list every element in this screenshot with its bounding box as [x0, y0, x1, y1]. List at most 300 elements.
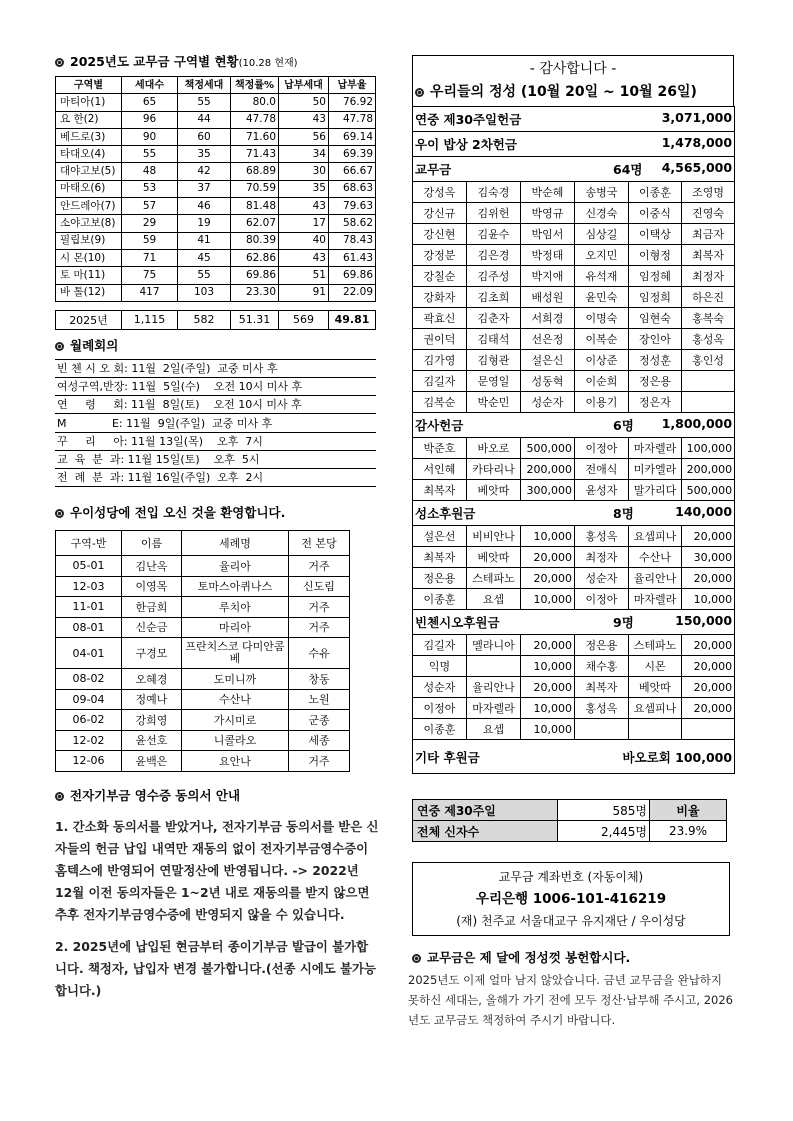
table-cell: 베드로(3): [56, 128, 122, 145]
welcome-heading: [55, 503, 379, 523]
table-cell: 103: [178, 284, 231, 301]
table-cell: 마태오(6): [56, 180, 122, 197]
meeting-row: [55, 414, 376, 432]
dues-donor-row-cell: 송병국: [575, 182, 629, 203]
table-cell: 45: [178, 249, 231, 266]
dues-donor-row-cell: 김숙경: [467, 182, 521, 203]
table-cell: 51: [279, 267, 329, 284]
table-cell: 35: [279, 180, 329, 197]
table-cell: 오혜경: [122, 669, 182, 690]
vincent-donor-row: [413, 635, 735, 656]
attendance-row: [413, 821, 727, 842]
dues-donor-row: [413, 266, 735, 287]
vocation-donor-row-cell: 최정자: [575, 547, 629, 568]
dues-donor-row-cell: 박임서: [521, 224, 575, 245]
dues-donor-row-cell: 강화자: [413, 287, 467, 308]
dues-donor-row-cell: 강신규: [413, 203, 467, 224]
vocation-donor-row-cell: 20,000: [521, 547, 575, 568]
dues-donor-row-cell: 김초희: [467, 287, 521, 308]
attendance-label: 전체 신자수: [413, 821, 558, 842]
vincent-support-label: 빈첸시오후원금: [415, 615, 500, 630]
thanks-donor-row: [413, 480, 735, 501]
table-cell: 12-06: [56, 751, 122, 772]
dues-donor-row-cell: 유석재: [575, 266, 629, 287]
bullet-icon: [412, 954, 421, 963]
table-row: [56, 710, 350, 731]
vocation-donor-row: [413, 589, 735, 610]
total-cell: 2025년: [56, 310, 122, 329]
vincent-donor-row-cell: 스테파노: [629, 635, 682, 656]
dues-donor-row-cell: 정성훈: [629, 350, 682, 371]
table-cell: 91: [279, 284, 329, 301]
total-cell: 582: [178, 310, 231, 329]
table-row: [56, 249, 376, 266]
table-cell: 신도림: [289, 576, 350, 597]
meeting-row: [55, 468, 376, 486]
table-cell: 69.86: [329, 267, 376, 284]
thanks-offering-cell: [413, 413, 735, 438]
table-cell: 65: [122, 94, 178, 111]
sunday-offering-amount: 3,071,000: [661, 110, 733, 125]
vincent-donor-row-cell: 20,000: [682, 698, 735, 719]
vincent-donor-row-cell: 20,000: [521, 677, 575, 698]
dues-donor-row-cell: 선은정: [521, 329, 575, 350]
vincent-donor-row-cell: 익명: [413, 656, 467, 677]
table-row: [56, 232, 376, 249]
table-cell: 80.0: [231, 94, 279, 111]
table-cell: 80.39: [231, 232, 279, 249]
dues-donor-row: [413, 182, 735, 203]
offerings-table: [412, 106, 735, 774]
attendance-count: 585명: [558, 800, 650, 821]
dues-donor-row-cell: 곽효신: [413, 308, 467, 329]
dues-donor-row-cell: 정은용: [629, 371, 682, 392]
dues-by-district-table: [55, 76, 376, 302]
vincent-donor-row-cell: 홍성옥: [575, 698, 629, 719]
vocation-donor-row-cell: 20,000: [682, 526, 735, 547]
thanks-donor-row-cell: 200,000: [521, 459, 575, 480]
column-header: 전 본당: [289, 531, 350, 556]
table-cell: 군종: [289, 710, 350, 731]
table-cell: 60: [178, 128, 231, 145]
table-cell: 78.43: [329, 232, 376, 249]
table-cell: 바 톨(12): [56, 284, 122, 301]
vincent-support-count: 9명: [613, 615, 634, 630]
vincent-donor-row-cell: 마자렐라: [467, 698, 521, 719]
offering-period: 우리들의 정성 (10월 20일 ~ 10월 26일): [430, 84, 697, 100]
monthly-meetings-list: [55, 359, 376, 487]
offerings-box: [412, 55, 734, 106]
table-cell: 토 마(11): [56, 267, 122, 284]
table-cell: 61.43: [329, 249, 376, 266]
attendance-table: [412, 799, 727, 842]
vincent-donor-row-cell: 최복자: [575, 677, 629, 698]
dues-donor-row-cell: 임정혜: [629, 266, 682, 287]
thanks-offering-label: 감사헌금: [415, 418, 464, 433]
table-cell: 56: [279, 128, 329, 145]
dues-donor-row: [413, 287, 735, 308]
sunday-offering: [413, 107, 735, 132]
vocation-donor-row-cell: 정은용: [413, 568, 467, 589]
receipt-paragraph-1: 1. 간소화 동의서를 받았거나, 전자기부금 동의서를 받은 신자들의 헌금 납입 내역만 재동의 없이 전자기부금영수증이 홈텍스에 반영되어 연말정산에 반영됩니다. -> 2022년 12월 이전 동의자들은 1~2년 내로 재동의를 받지 않으면 추후 전자기부금영수증에 반영되지 않을 수 있습니다.: [55, 818, 379, 922]
table-cell: 47.78: [329, 111, 376, 128]
meeting-row: [55, 396, 376, 414]
table-cell: 30: [279, 163, 329, 180]
vincent-donor-row: [413, 698, 735, 719]
thanks-donor-row-cell: 윤성자: [575, 480, 629, 501]
table-cell: 세종: [289, 730, 350, 751]
dues-offering-label: 교무금: [415, 162, 452, 177]
table-cell: 29: [122, 215, 178, 232]
dues-donor-row-cell: 이복순: [575, 329, 629, 350]
dues-donor-row: [413, 392, 735, 413]
vocation-support-label: 성소후원금: [415, 506, 476, 521]
vocation-donor-row-cell: 최복자: [413, 547, 467, 568]
table-cell: 강희영: [122, 710, 182, 731]
table-cell: 창동: [289, 669, 350, 690]
dues-donor-row-cell: 홍인성: [682, 350, 735, 371]
meeting-row: [55, 450, 376, 468]
table-cell: 필립보(9): [56, 232, 122, 249]
dues-donor-row-cell: 이중식: [629, 203, 682, 224]
table-cell: 37: [178, 180, 231, 197]
dues-donor-row: [413, 350, 735, 371]
table-cell: 55: [178, 94, 231, 111]
table-cell: 46: [178, 198, 231, 215]
offering-heading: [413, 80, 733, 106]
table-cell: 한금희: [122, 597, 182, 618]
etc-support-label: 기타 후원금: [415, 749, 480, 765]
table-cell: 70.59: [231, 180, 279, 197]
bullet-icon: [415, 88, 424, 97]
vincent-donor-row: [413, 656, 735, 677]
table-cell: 마리아: [182, 617, 289, 638]
table-cell: 55: [122, 146, 178, 163]
vincent-donor-row-cell: [467, 656, 521, 677]
bullet-icon: [55, 509, 64, 518]
thanks-donor-row-cell: 카타리나: [467, 459, 521, 480]
attendance-ratio: 비율: [650, 800, 727, 821]
table-cell: 68.89: [231, 163, 279, 180]
vocation-donor-row-cell: 30,000: [682, 547, 735, 568]
dues-donor-row-cell: 최금자: [682, 224, 735, 245]
vincent-donor-row-cell: [629, 719, 682, 740]
table-row: [56, 267, 376, 284]
account-owner: (재) 천주교 서울대교구 유지재단 / 우이성당: [456, 914, 686, 928]
dues-donor-row-cell: 이종훈: [629, 182, 682, 203]
vincent-support: [413, 610, 735, 635]
dues-donor-row-cell: 강성옥: [413, 182, 467, 203]
etc-support: [413, 740, 735, 774]
table-cell: 가시미로: [182, 710, 289, 731]
table-cell: 79.63: [329, 198, 376, 215]
dues-donor-row-cell: 강정분: [413, 245, 467, 266]
table-cell: 43: [279, 198, 329, 215]
table-cell: 48: [122, 163, 178, 180]
vincent-donor-row-cell: 이정아: [413, 698, 467, 719]
dues-donor-row-cell: 이택상: [629, 224, 682, 245]
dues-donor-row-cell: 신경숙: [575, 203, 629, 224]
vincent-donor-row-cell: 요셉: [467, 719, 521, 740]
table-row: [56, 669, 350, 690]
dues-donor-row-cell: 홍복숙: [682, 308, 735, 329]
vincent-donor-row-cell: [575, 719, 629, 740]
dues-donor-row-cell: 김가영: [413, 350, 467, 371]
dues-donor-row-cell: 박정태: [521, 245, 575, 266]
meeting-item: 전 례 분 과: 11월 16일(주일) 오후 2시: [55, 468, 376, 486]
etc-support-cell: [413, 740, 735, 774]
thanks-donor-row-cell: 베앗따: [467, 480, 521, 501]
table-cell: 57: [122, 198, 178, 215]
dues-donor-row-cell: 최복자: [682, 245, 735, 266]
vincent-donor-row-cell: 20,000: [682, 635, 735, 656]
vocation-donor-row-cell: 요셉: [467, 589, 521, 610]
dues-donor-row-cell: [682, 392, 735, 413]
vincent-support-amount: 150,000: [675, 613, 733, 628]
thanks-donor-row-cell: 미카엘라: [629, 459, 682, 480]
table-cell: 수산나: [182, 689, 289, 710]
table-row: [56, 597, 350, 618]
vocation-donor-row-cell: 20,000: [521, 568, 575, 589]
vincent-donor-row-cell: 요셉피나: [629, 698, 682, 719]
table-cell: 44: [178, 111, 231, 128]
column-header: 구역별: [56, 77, 122, 94]
dues-donor-row-cell: 김주성: [467, 266, 521, 287]
table-cell: 신순금: [122, 617, 182, 638]
vocation-donor-row: [413, 568, 735, 589]
dues-donor-row-cell: 임정희: [629, 287, 682, 308]
table-cell: 06-02: [56, 710, 122, 731]
vocation-donor-row-cell: 요셉피나: [629, 526, 682, 547]
vocation-donor-row-cell: 10,000: [521, 589, 575, 610]
table-cell: 417: [122, 284, 178, 301]
table-cell: 김난옥: [122, 556, 182, 577]
vocation-donor-row-cell: 스테파노: [467, 568, 521, 589]
table-row: [56, 94, 376, 111]
table-cell: 43: [279, 111, 329, 128]
table-cell: 정예나: [122, 689, 182, 710]
table-row: [56, 128, 376, 145]
table-cell: 거주: [289, 751, 350, 772]
table-cell: 윤선호: [122, 730, 182, 751]
receipt-paragraph-2: 2. 2025년에 납입된 현금부터 종이기부금 발급이 불가합니다. 책정자, 납입자 변경 불가합니다.(선종 시에도 불가능합니다.): [55, 938, 376, 998]
total-cell: 1,115: [122, 310, 178, 329]
vincent-donor-row-cell: 10,000: [521, 656, 575, 677]
vocation-donor-row-cell: 성순자: [575, 568, 629, 589]
sunday-offering-label: 연중 제30주일헌금: [415, 112, 522, 127]
column-header: 구역-반: [56, 531, 122, 556]
vocation-donor-row-cell: 20,000: [682, 568, 735, 589]
dues-donor-row-cell: 설은신: [521, 350, 575, 371]
table-row: [56, 111, 376, 128]
table-cell: 43: [279, 249, 329, 266]
meetings-title: 월례회의: [70, 337, 119, 353]
table-row: [56, 146, 376, 163]
total-cell: 49.81: [329, 310, 376, 329]
dues-status-heading: [55, 52, 379, 72]
meeting-item: 여성구역,반장: 11월 5일(수) 오전 10시 미사 후: [55, 378, 376, 396]
table-cell: 69.86: [231, 267, 279, 284]
table-cell: 23.30: [231, 284, 279, 301]
table-row: [56, 215, 376, 232]
vocation-donor-row-cell: 10,000: [682, 589, 735, 610]
table-cell: 05-01: [56, 556, 122, 577]
thanks-donor-row-cell: 박준호: [413, 438, 467, 459]
dues-donor-row: [413, 224, 735, 245]
receipt-title: 전자기부금 영수증 동의서 안내: [70, 787, 241, 803]
meetings-heading: [55, 336, 379, 356]
table-cell: 53: [122, 180, 178, 197]
table-cell: 08-01: [56, 617, 122, 638]
account-info-box: [412, 862, 730, 936]
meeting-row: [55, 359, 376, 377]
thanks-donor-row-cell: 200,000: [682, 459, 735, 480]
dues-donor-row-cell: 김길자: [413, 371, 467, 392]
rice-offering: [413, 132, 735, 157]
notice-heading: [412, 948, 734, 968]
table-cell: 04-01: [56, 638, 122, 669]
dues-offering-count: 64명: [613, 162, 643, 177]
dues-donor-row-cell: 정은자: [629, 392, 682, 413]
thanks-title: - 감사합니다 -: [529, 61, 617, 77]
table-cell: 요 한(2): [56, 111, 122, 128]
dues-donor-row-cell: 심상길: [575, 224, 629, 245]
table-row: [56, 576, 350, 597]
receipt-heading: [55, 786, 379, 806]
attendance-ratio: 23.9%: [650, 821, 727, 842]
table-cell: 50: [279, 94, 329, 111]
table-row: [56, 689, 350, 710]
table-row: [56, 284, 376, 301]
vocation-donor-row-cell: 이종훈: [413, 589, 467, 610]
table-cell: 19: [178, 215, 231, 232]
meeting-item: 꾸 리 아: 11월 13일(목) 오후 7시: [55, 432, 376, 450]
vocation-donor-row-cell: 설은선: [413, 526, 467, 547]
table-cell: 율리아: [182, 556, 289, 577]
rice-offering-cell: [413, 132, 735, 157]
dues-donor-row-cell: 성동혁: [521, 371, 575, 392]
vocation-donor-row-cell: 율리안나: [629, 568, 682, 589]
attendance-label: 연중 제30주일: [413, 800, 558, 821]
dues-donor-row-cell: 김춘자: [467, 308, 521, 329]
meeting-item: 교 육 분 과: 11월 15일(토) 오후 5시: [55, 450, 376, 468]
thanks-donor-row-cell: 서인혜: [413, 459, 467, 480]
vincent-donor-row-cell: 20,000: [521, 635, 575, 656]
column-header: 세례명: [182, 531, 289, 556]
vincent-donor-row-cell: 10,000: [521, 698, 575, 719]
dues-donor-row-cell: 박영규: [521, 203, 575, 224]
left-column: [55, 52, 379, 1002]
vincent-donor-row: [413, 719, 735, 740]
vincent-support-cell: [413, 610, 735, 635]
table-cell: 시 몬(10): [56, 249, 122, 266]
dues-donor-row-cell: 박순혜: [521, 182, 575, 203]
table-cell: 수유: [289, 638, 350, 669]
dues-donor-row-cell: 윤민숙: [575, 287, 629, 308]
vincent-donor-row-cell: 성순자: [413, 677, 467, 698]
table-cell: 81.48: [231, 198, 279, 215]
meeting-row: [55, 432, 376, 450]
notice-title: 교무금은 제 달에 정성껏 봉헌합시다.: [427, 950, 631, 965]
dues-donor-row-cell: 강신현: [413, 224, 467, 245]
table-cell: 프란치스코 다미안콤베: [182, 638, 289, 669]
vocation-donor-row-cell: 마자렐라: [629, 589, 682, 610]
dues-donor-row-cell: 서희경: [521, 308, 575, 329]
table-cell: 42: [178, 163, 231, 180]
vincent-donor-row-cell: 20,000: [682, 677, 735, 698]
table-cell: 35: [178, 146, 231, 163]
meeting-row: [55, 378, 376, 396]
vocation-donor-row-cell: 10,000: [521, 526, 575, 547]
vincent-donor-row-cell: 이종훈: [413, 719, 467, 740]
attendance-count: 2,445명: [558, 821, 650, 842]
vincent-donor-row-cell: 율리안나: [467, 677, 521, 698]
table-cell: 58.62: [329, 215, 376, 232]
dues-donor-row-cell: 이상준: [575, 350, 629, 371]
etc-support-amount: 바오로회 100,000: [622, 749, 733, 765]
dues-donor-row: [413, 329, 735, 350]
table-cell: 12-03: [56, 576, 122, 597]
dues-donor-row: [413, 245, 735, 266]
vocation-support-count: 8명: [613, 506, 634, 521]
thanks-donor-row-cell: 최복자: [413, 480, 467, 501]
table-cell: 거주: [289, 597, 350, 618]
vincent-donor-row-cell: 베앗따: [629, 677, 682, 698]
meeting-item: 빈 첸 시 오 회: 11월 2일(주일) 교중 미사 후: [55, 359, 376, 377]
table-cell: 윤백은: [122, 751, 182, 772]
dues-donor-row-cell: 김태석: [467, 329, 521, 350]
dues-donor-row-cell: 박지애: [521, 266, 575, 287]
meeting-item: 연 령 회: 11월 8일(토) 오전 10시 미사 후: [55, 396, 376, 414]
table-cell: 12-02: [56, 730, 122, 751]
table-cell: 69.39: [329, 146, 376, 163]
vincent-donor-row: [413, 677, 735, 698]
newcomers-table: [55, 530, 350, 772]
table-cell: 거주: [289, 617, 350, 638]
dues-offering-amount: 4,565,000: [661, 160, 733, 175]
dues-donor-row: [413, 308, 735, 329]
column-header: 책정세대: [178, 77, 231, 94]
right-column: [408, 55, 734, 1030]
total-cell: 569: [279, 310, 329, 329]
table-cell: 71.43: [231, 146, 279, 163]
dues-donor-row-cell: 장인아: [629, 329, 682, 350]
dues-total-table: [55, 310, 376, 330]
table-cell: 62.86: [231, 249, 279, 266]
vincent-donor-row-cell: 시몬: [629, 656, 682, 677]
table-cell: 도미니까: [182, 669, 289, 690]
table-row: [56, 163, 376, 180]
table-cell: 55: [178, 267, 231, 284]
table-cell: 75: [122, 267, 178, 284]
dues-donor-row-cell: 하은진: [682, 287, 735, 308]
table-cell: 34: [279, 146, 329, 163]
column-header: 납부세대: [279, 77, 329, 94]
thanks-donor-row-cell: 이정아: [575, 438, 629, 459]
attendance-row: [413, 800, 727, 821]
table-cell: 69.14: [329, 128, 376, 145]
thanks-donor-row-cell: 100,000: [682, 438, 735, 459]
dues-donor-row-cell: 배성원: [521, 287, 575, 308]
table-cell: 마티아(1): [56, 94, 122, 111]
thanks-offering-amount: 1,800,000: [661, 416, 733, 431]
thanks-offering: [413, 413, 735, 438]
table-cell: 71: [122, 249, 178, 266]
dues-donor-row-cell: 진영숙: [682, 203, 735, 224]
column-header: 납부율: [329, 77, 376, 94]
table-cell: 96: [122, 111, 178, 128]
bullet-icon: [55, 792, 64, 801]
